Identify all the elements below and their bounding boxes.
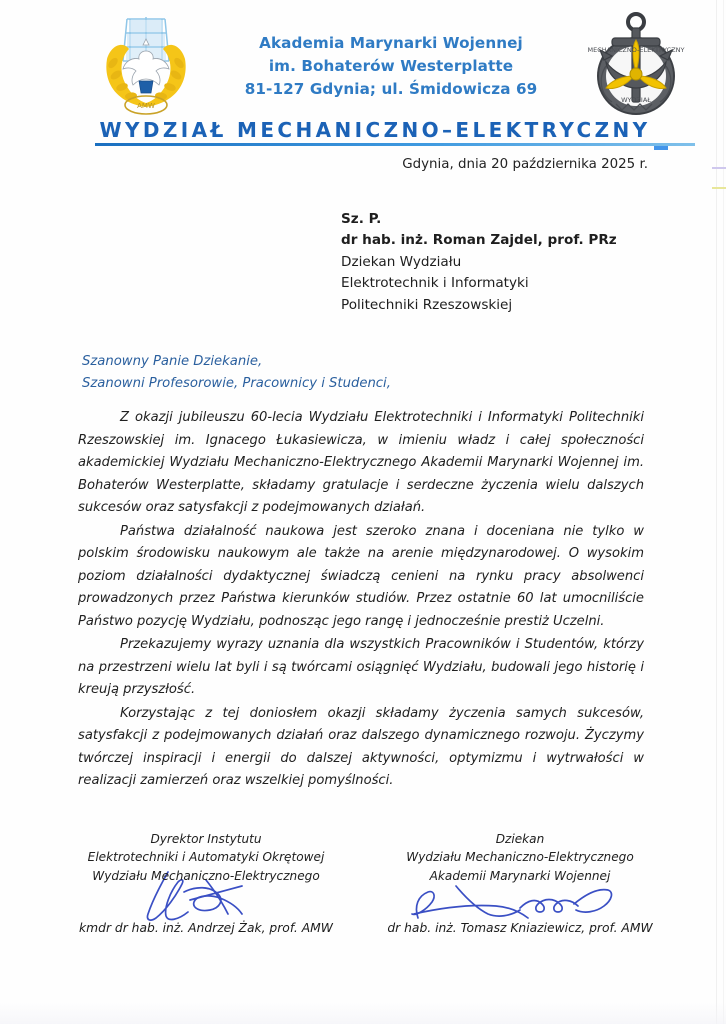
addressee-role-3: Politechniki Rzeszowskiej bbox=[341, 296, 513, 313]
amw-naval-academy-crest-icon bbox=[97, 11, 195, 117]
addressee-role-1: Dziekan Wydziału bbox=[341, 253, 462, 270]
anchor-propeller-faculty-badge-icon bbox=[586, 6, 686, 122]
addressee-block bbox=[341, 209, 671, 316]
date-line: Gdynia, dnia 20 października 2025 r. bbox=[402, 157, 648, 172]
header-divider bbox=[95, 143, 695, 146]
addressee-role-2: Elektrotechnik i Informatyki bbox=[341, 275, 529, 292]
body-paragraph-1: Z okazji jubileuszu 60-lecia Wydziału Elektrotechniki i Informatyki Politechniki Rzeszowskiej im. Ignacego Łukasiewicza, w imieniu władz i całej społeczności akademickiej Wydziału Mechaniczno-Elektrycznego Akademii Marynarki Wojennej im. Bohaterów Westerplatte, składamy gratulacje i serdeczne życzenia wielu dalszych sukcesów oraz satysfakcji z podejmowanych działań. bbox=[78, 410, 644, 516]
signature-title-line-2: Wydziału Mechaniczno-Elektrycznego bbox=[406, 850, 634, 865]
letter-body bbox=[78, 407, 644, 794]
signature-title-line-1: Dyrektor Instytutu bbox=[150, 832, 262, 846]
svg-text:AMW: AMW bbox=[137, 102, 155, 110]
signature-title-line-1: Dziekan bbox=[495, 832, 545, 846]
body-paragraph-4: Korzystając z tej doniosłem okazji składamy życzenia samych sukcesów, satysfakcji z podejmowanych działań oraz dalszego dynamicznego rozwoju. Życzymy twórczej inspiracji i energii do dalszej aktywności, optymizmu i wytrwałości w realizacji zamierzeń oraz wszelkiej pomyślności. bbox=[78, 705, 644, 789]
letterhead bbox=[0, 0, 726, 152]
addressee-honorific: Sz. P. bbox=[341, 211, 382, 227]
signature-block-dean bbox=[370, 830, 670, 938]
institution-line-3: 81-127 Gdynia; ul. Śmidowicza 69 bbox=[244, 80, 538, 99]
signature-block-director bbox=[56, 830, 356, 938]
signature-title-line-3: Akademii Marynarki Wojennej bbox=[429, 868, 611, 883]
signature-row bbox=[0, 830, 726, 938]
faculty-name: WYDZIAŁ MECHANICZNO–ELEKTRYCZNY bbox=[99, 118, 651, 142]
svg-text:WYDZIAŁ: WYDZIAŁ bbox=[621, 96, 651, 104]
signature-title-director bbox=[56, 830, 356, 885]
body-paragraph-2: Państwa działalność naukowa jest szeroko znana i doceniana nie tylko w polskim środowisku naukowym ale także na arenie międzynarodowej. O wysokim poziom działalności dydaktycznej świadczą cenieni na rynku pracy absolwenci prowadzonych przez Państwa kierunków studiów. Przez ostatnie 60 lat umocniliście Państwo pozycję Wydziału, podnosząc jego rangę i jednocześnie prestiż Uczelni. bbox=[78, 523, 644, 629]
salutation-line-2: Szanowni Profesorowie, Pracownicy i Studenci, bbox=[82, 375, 391, 391]
addressee-name: dr hab. inż. Roman Zajdel, prof. PRz bbox=[341, 232, 617, 249]
signature-name-dean: dr hab. inż. Tomasz Kniaziewicz, prof. AMW bbox=[387, 921, 653, 936]
salutation-line-1: Szanowny Panie Dziekanie, bbox=[82, 354, 263, 369]
scan-bottom-haze bbox=[0, 1002, 726, 1024]
signature-title-line-2: Elektrotechniki i Automatyki Okrętowej bbox=[87, 850, 325, 865]
body-paragraph-3: Przekazujemy wyrazy uznania dla wszystkich Pracowników i Studentów, którzy na przestrzeni wielu lat byli i są twórcami osiągnięć Wydziału, budowali jego historię i kreują przyszłość. bbox=[78, 637, 644, 698]
svg-text:MECHANICZNO-ELEKTRYCZNY: MECHANICZNO-ELEKTRYCZNY bbox=[587, 46, 685, 54]
faculty-banner bbox=[0, 118, 726, 142]
salutation-block bbox=[82, 351, 602, 395]
signature-title-dean bbox=[370, 830, 670, 885]
institution-line-1: Akademia Marynarki Wojennej bbox=[259, 34, 523, 52]
signature-title-line-3: Wydziału Mechaniczno-Elektrycznego bbox=[92, 868, 320, 883]
institution-header bbox=[196, 32, 586, 101]
signature-name-director: kmdr dr hab. inż. Andrzej Żak, prof. AMW bbox=[79, 921, 333, 936]
institution-line-2: im. Bohaterów Westerplatte bbox=[268, 57, 514, 76]
scan-artifact-yellow bbox=[712, 187, 726, 189]
